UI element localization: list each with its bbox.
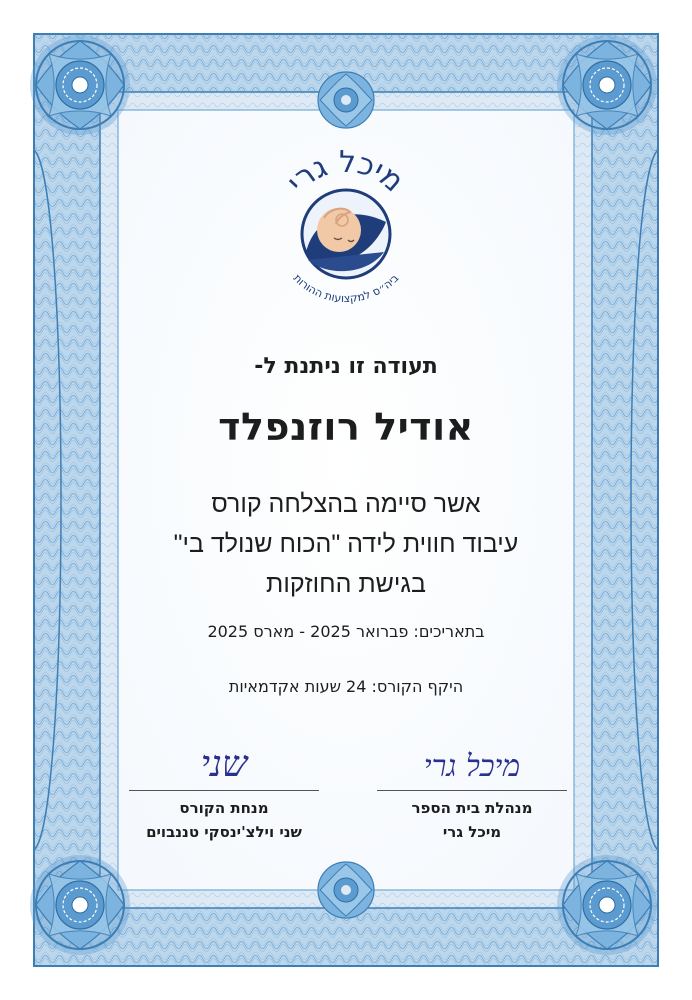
- logo-graphic: [246, 144, 446, 306]
- signer-role: מנהלת בית הספר: [411, 799, 533, 817]
- signature-line: [129, 790, 319, 791]
- course-dates: בתאריכים: פברואר 2025 - מארס 2025: [207, 622, 485, 641]
- sleeping-baby-moon-icon: [302, 190, 390, 278]
- completion-line-1: אשר סיימה בהצלחה קורס: [211, 490, 481, 518]
- instructor-handwritten-signature: [129, 736, 319, 790]
- director-handwritten-signature: [377, 736, 567, 790]
- school-logo: [246, 144, 446, 306]
- signature-line: [377, 790, 567, 791]
- signature-block-instructor: [124, 736, 324, 841]
- signature-block-director: [372, 736, 572, 841]
- svg-text:שני: שני: [200, 744, 248, 785]
- logo-tagline-text: ביה״ס למקצועות ההורות: [290, 271, 402, 306]
- given-to-label: תעודה זו ניתנת ל-: [254, 354, 438, 379]
- completion-line-3: בגישת החוזקות: [266, 570, 426, 598]
- completion-line-2: עיבוד חווית לידה "הכוח שנולד בי": [173, 530, 519, 558]
- course-scope: היקף הקורס: 24 שעות אקדמאיות: [228, 677, 464, 696]
- signer-name: מיכל גרי: [442, 823, 502, 841]
- svg-text:מיכל גרי: מיכל גרי: [423, 749, 521, 784]
- logo-brand-text: מיכל גרי: [279, 144, 411, 200]
- signer-role: מנחת הקורס: [179, 799, 269, 817]
- recipient-name: אודיל רוזנפלד: [218, 405, 474, 449]
- signer-name: שני וילצ'ינסקי טננבוים: [146, 823, 302, 841]
